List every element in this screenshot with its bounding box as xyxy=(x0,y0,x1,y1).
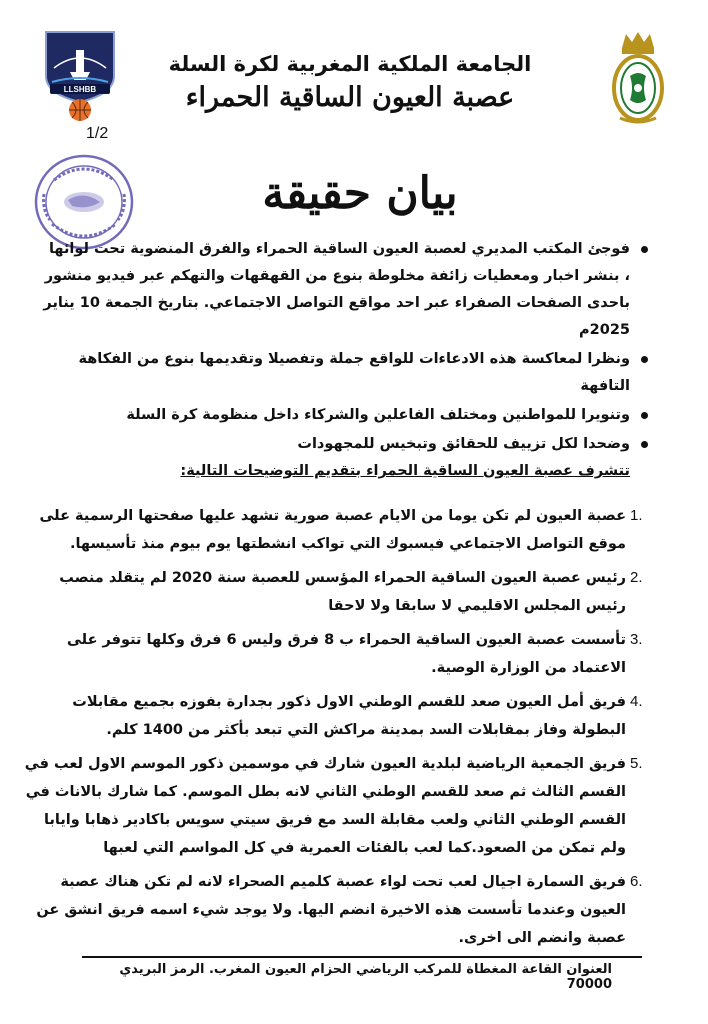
item-number: 4. xyxy=(630,693,643,710)
bullet-icon xyxy=(641,246,648,253)
item-number: 3. xyxy=(630,631,643,648)
preamble-text: فوجئ المكتب المديري لعصبة العيون الساقية الحمراء والفرق المنضوية تحت لوائها ، بنشر اخبار ومعطيات زائفة مخلوطة بنوع من القهقهات والتهكم عبر فيديو منشور باحدى الصفحات الصفراء عبر احد مواقع التواصل الاجتماعي. بتاريخ الجمعة 10 يناير 2025م xyxy=(43,241,630,338)
clarifications-intro: تتشرف عصبة العيون الساقية الحمراء بتقديم التوضيحات التالية: xyxy=(180,463,630,479)
clarification-item xyxy=(20,502,660,558)
league-logo xyxy=(40,28,120,123)
league-name: عصبة العيون الساقية الحمراء xyxy=(185,82,515,113)
preamble-list xyxy=(40,236,650,458)
clarification-item xyxy=(20,868,660,952)
federation-emblem xyxy=(610,30,666,126)
item-text: فريق أمل العيون صعد للقسم الوطني الاول ذكور بجدارة بفوزه بجميع مقابلات البطولة وفاز بمقابلات السد بمدينة مراكش التي تبعد بأكثر من 1400 كلم. xyxy=(72,694,626,738)
footer-divider xyxy=(82,956,642,958)
document-title: بيان حقيقة xyxy=(262,168,458,219)
item-number: 5. xyxy=(630,755,643,772)
preamble-text: وتنويرا للمواطنين ومختلف الفاعلين والشركاء داخل منظومة كرة السلة xyxy=(126,407,630,423)
preamble-item xyxy=(40,402,650,429)
item-number: 2. xyxy=(630,569,643,586)
item-text: رئيس عصبة العيون الساقية الحمراء المؤسس للعصبة سنة 2020 لم يتقلد منصب رئيس المجلس الاقليمي لا سابقا ولا لاحقا xyxy=(59,570,626,614)
preamble-text: ونظرا لمعاكسة هذه الادعاءات للواقع جملة وتفصيلا وتقديمها بنوع من الفكاهة التافهة xyxy=(78,351,630,394)
item-text: تأسست عصبة العيون الساقية الحمراء ب 8 فرق وليس 6 فرق وكلها تتوفر على الاعتماد من الوزارة الوصية. xyxy=(66,632,626,676)
bullet-icon xyxy=(641,441,648,448)
footer-address: العنوان القاعة المغطاة للمركب الرياضي الحزام العيون المغرب. الرمز البريدي 70000 xyxy=(119,962,612,992)
clarification-item xyxy=(20,626,660,682)
bullet-icon xyxy=(641,356,648,363)
page-number: 1/2 xyxy=(86,125,109,142)
preamble-item xyxy=(40,346,650,400)
item-text: فريق الجمعية الرياضية لبلدية العيون شارك في موسمين ذكور الموسم الاول لعب في القسم الثالث ثم صعد للقسم الوطني الثاني لانه بطل الموسم. كما شارك بالاناث في القسم الوطني الثاني ولعب مقابلة السد مع فريق سيتي سويس باكادير ذهابا وايابا ولم تمكن من الصعود.كما لعب بالفئات العمرية في كل المواسم التي لعبها xyxy=(24,756,626,856)
item-text: عصبة العيون لم تكن يوما من الايام عصبة صورية تشهد عليها صفحتها الرسمية على موقع التواصل الاجتماعي فيسبوك التي تواكب انشطتها يوم بيوم منذ تأسيسها. xyxy=(39,508,626,552)
clarification-item xyxy=(20,564,660,620)
preamble-item xyxy=(40,431,650,458)
clarification-item xyxy=(20,750,660,862)
item-number: 6. xyxy=(630,873,643,890)
clarification-item xyxy=(20,688,660,744)
preamble-text: وضحدا لكل تزييف للحقائق وتبخيس للمجهودات xyxy=(297,436,630,452)
item-number: 1. xyxy=(630,507,643,524)
federation-name: الجامعة الملكية المغربية لكرة السلة xyxy=(168,52,532,76)
league-logo-text: LLSHBB xyxy=(63,85,97,94)
preamble-item xyxy=(40,236,650,344)
clarifications-list xyxy=(20,502,660,958)
item-text: فريق السمارة اجيال لعب تحت لواء عصبة كلميم الصحراء لانه لم تكن هناك عصبة العيون وعندما تأسست هذه الاخيرة انضم اليها. ولا يوجد شيء اسمه فريق انشق عن عصبة وانضم الى اخرى. xyxy=(36,874,626,946)
document-body xyxy=(40,236,650,484)
bullet-icon xyxy=(641,412,648,419)
